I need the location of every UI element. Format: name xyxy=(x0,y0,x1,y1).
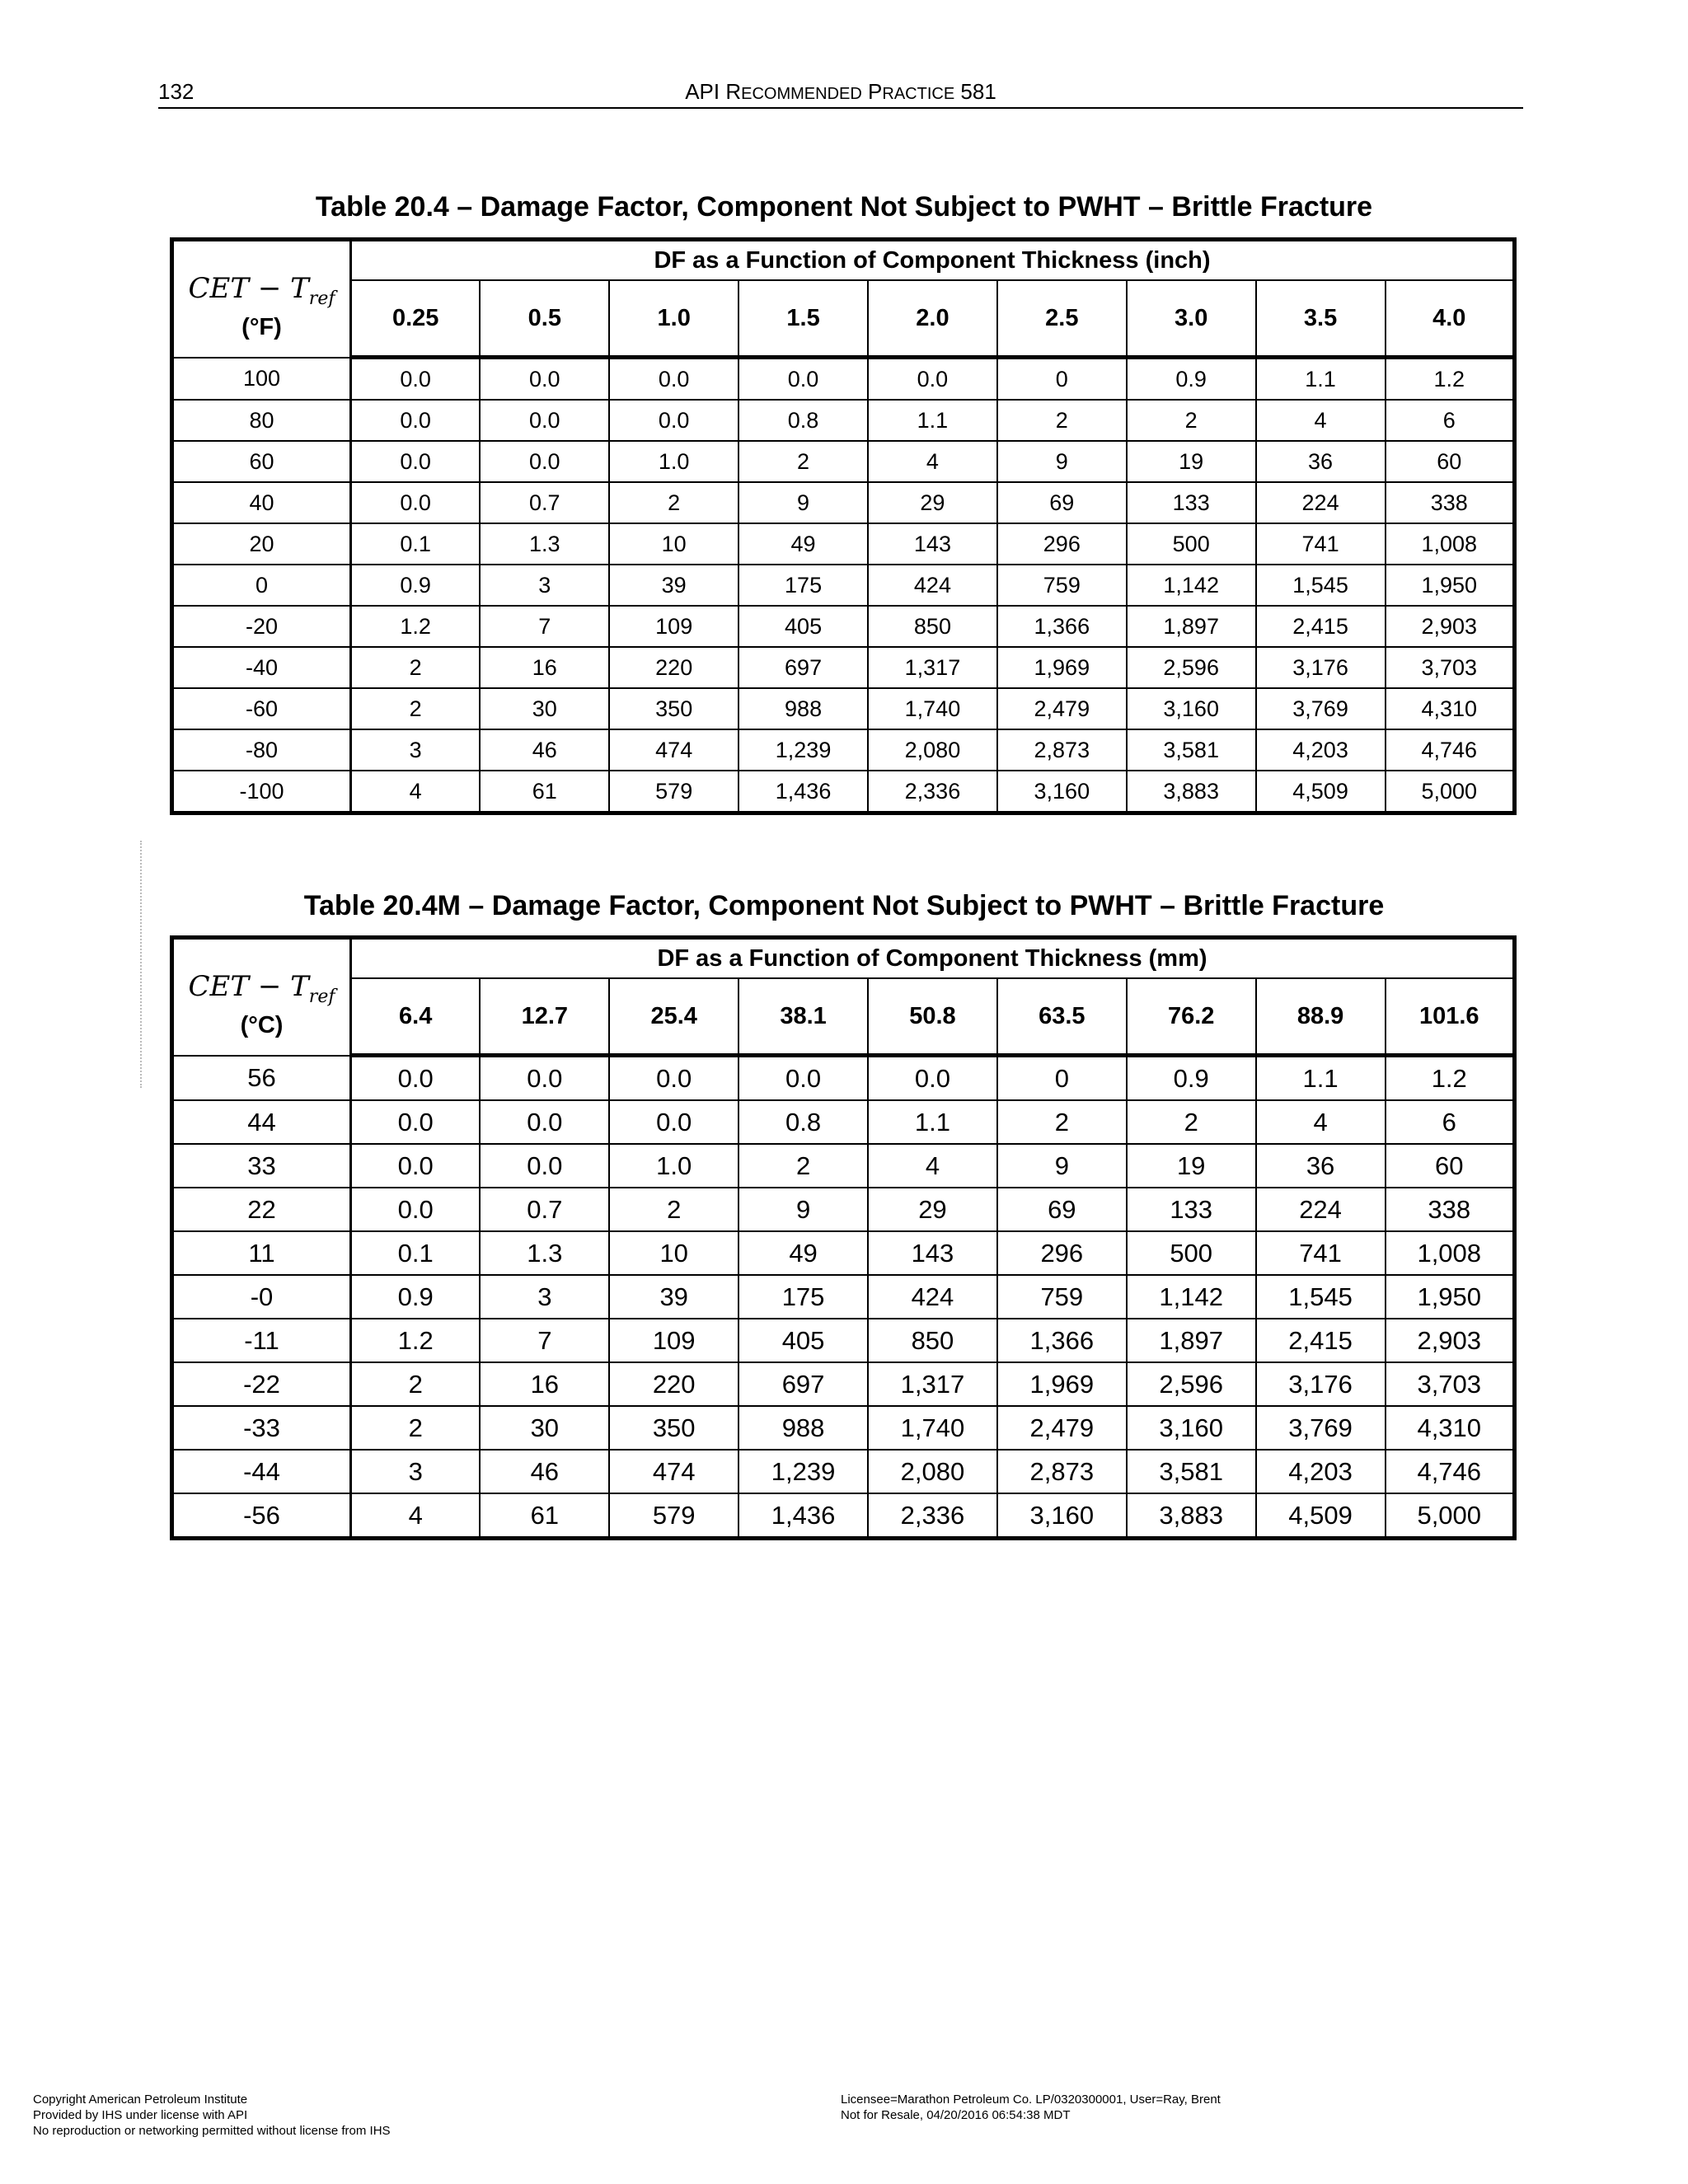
df-value-cell: 4,310 xyxy=(1386,688,1515,729)
df-value-cell: 0.8 xyxy=(738,1100,868,1144)
df-value-cell: 0.0 xyxy=(351,441,481,482)
df-value-cell: 1.3 xyxy=(480,523,609,565)
df-value-cell: 2,479 xyxy=(997,1406,1127,1450)
thickness-header: 0.25 xyxy=(351,280,481,358)
thickness-header: 3.5 xyxy=(1256,280,1386,358)
df-value-cell: 350 xyxy=(609,688,738,729)
footer-line: Copyright American Petroleum Institute xyxy=(33,2093,248,2107)
temperature-cell: 60 xyxy=(172,441,351,482)
df-value-cell: 988 xyxy=(738,688,868,729)
df-value-cell: 0.0 xyxy=(351,482,481,523)
df-value-cell: 0.0 xyxy=(480,1100,609,1144)
df-value-cell: 143 xyxy=(868,1231,997,1275)
df-value-cell: 1,317 xyxy=(868,1362,997,1406)
df-value-cell: 175 xyxy=(738,565,868,606)
df-value-cell: 1,239 xyxy=(738,729,868,771)
df-value-cell: 30 xyxy=(480,1406,609,1450)
temperature-cell: -0 xyxy=(172,1275,351,1319)
df-value-cell: 49 xyxy=(738,1231,868,1275)
df-value-cell: 759 xyxy=(997,565,1127,606)
df-value-cell: 424 xyxy=(868,565,997,606)
df-value-cell: 0.0 xyxy=(351,1056,481,1101)
table-row xyxy=(172,1144,1515,1188)
df-value-cell: 133 xyxy=(1127,1188,1256,1231)
column-header-row xyxy=(172,280,1515,358)
df-value-cell: 1,436 xyxy=(738,771,868,813)
df-value-cell: 2,415 xyxy=(1256,1319,1386,1362)
df-value-cell: 2 xyxy=(997,1100,1127,1144)
df-value-cell: 0.0 xyxy=(480,1144,609,1188)
df-value-cell: 0.0 xyxy=(480,441,609,482)
df-value-cell: 3,769 xyxy=(1256,688,1386,729)
df-value-cell: 6 xyxy=(1386,400,1515,441)
df-value-cell: 1,950 xyxy=(1386,565,1515,606)
df-value-cell: 0.7 xyxy=(480,482,609,523)
df-value-cell: 2 xyxy=(738,441,868,482)
df-value-cell: 4,310 xyxy=(1386,1406,1515,1450)
df-value-cell: 1,317 xyxy=(868,647,997,688)
group-header: DF as a Function of Component Thickness (mm) xyxy=(351,938,1515,979)
df-value-cell: 61 xyxy=(480,771,609,813)
df-value-cell: 29 xyxy=(868,1188,997,1231)
df-value-cell: 424 xyxy=(868,1275,997,1319)
df-value-cell: 1,142 xyxy=(1127,565,1256,606)
df-value-cell: 850 xyxy=(868,1319,997,1362)
df-value-cell: 10 xyxy=(609,1231,738,1275)
df-value-cell: 1,897 xyxy=(1127,606,1256,647)
df-value-cell: 3,581 xyxy=(1127,1450,1256,1493)
df-value-cell: 60 xyxy=(1386,441,1515,482)
df-value-cell: 474 xyxy=(609,1450,738,1493)
df-value-cell: 1,436 xyxy=(738,1493,868,1539)
df-value-cell: 109 xyxy=(609,1319,738,1362)
temperature-cell: 100 xyxy=(172,358,351,401)
df-value-cell: 4,509 xyxy=(1256,1493,1386,1539)
footer-line: Provided by IHS under license with API xyxy=(33,2108,248,2122)
df-value-cell: 1,008 xyxy=(1386,523,1515,565)
table-row xyxy=(172,358,1515,401)
table-row xyxy=(172,441,1515,482)
df-value-cell: 0.0 xyxy=(868,358,997,401)
thickness-header: 0.5 xyxy=(480,280,609,358)
df-value-cell: 0.9 xyxy=(351,565,481,606)
df-value-cell: 474 xyxy=(609,729,738,771)
table-row xyxy=(172,1275,1515,1319)
df-value-cell: 741 xyxy=(1256,523,1386,565)
df-value-cell: 0.0 xyxy=(480,358,609,401)
temperature-cell: 33 xyxy=(172,1144,351,1188)
df-value-cell: 9 xyxy=(997,1144,1127,1188)
table-row xyxy=(172,1362,1515,1406)
df-value-cell: 5,000 xyxy=(1386,1493,1515,1539)
row-header-cell xyxy=(172,938,351,1056)
df-value-cell: 697 xyxy=(738,647,868,688)
df-value-cell: 3,160 xyxy=(997,1493,1127,1539)
df-value-cell: 1,740 xyxy=(868,688,997,729)
damage-factor-table-mm xyxy=(170,935,1517,1540)
df-value-cell: 1,545 xyxy=(1256,1275,1386,1319)
df-value-cell: 220 xyxy=(609,647,738,688)
df-value-cell: 2,415 xyxy=(1256,606,1386,647)
table-row xyxy=(172,523,1515,565)
temperature-cell: -11 xyxy=(172,1319,351,1362)
df-value-cell: 7 xyxy=(480,606,609,647)
temperature-cell: -60 xyxy=(172,688,351,729)
df-value-cell: 3,160 xyxy=(1127,1406,1256,1450)
df-value-cell: 4 xyxy=(868,1144,997,1188)
df-value-cell: 2,596 xyxy=(1127,1362,1256,1406)
df-value-cell: 296 xyxy=(997,1231,1127,1275)
df-value-cell: 1,545 xyxy=(1256,565,1386,606)
table-row xyxy=(172,565,1515,606)
df-value-cell: 3,160 xyxy=(997,771,1127,813)
df-value-cell: 2,080 xyxy=(868,1450,997,1493)
temperature-cell: -20 xyxy=(172,606,351,647)
df-value-cell: 3,769 xyxy=(1256,1406,1386,1450)
df-value-cell: 69 xyxy=(997,482,1127,523)
df-value-cell: 405 xyxy=(738,1319,868,1362)
temperature-cell: 80 xyxy=(172,400,351,441)
temperature-cell: -56 xyxy=(172,1493,351,1539)
df-value-cell: 39 xyxy=(609,565,738,606)
df-value-cell: 2 xyxy=(1127,400,1256,441)
table-row xyxy=(172,647,1515,688)
temperature-cell: -22 xyxy=(172,1362,351,1406)
df-value-cell: 338 xyxy=(1386,482,1515,523)
thickness-header: 1.0 xyxy=(609,280,738,358)
footer-copyright xyxy=(33,2092,391,2139)
table-row xyxy=(172,688,1515,729)
thickness-header: 2.0 xyxy=(868,280,997,358)
df-value-cell: 2,873 xyxy=(997,729,1127,771)
df-value-cell: 9 xyxy=(997,441,1127,482)
temperature-unit: (°F) xyxy=(241,313,282,340)
df-value-cell: 0.9 xyxy=(1127,358,1256,401)
table-row xyxy=(172,1450,1515,1493)
df-value-cell: 1.1 xyxy=(868,1100,997,1144)
df-value-cell: 296 xyxy=(997,523,1127,565)
df-value-cell: 19 xyxy=(1127,1144,1256,1188)
df-value-cell: 3,176 xyxy=(1256,647,1386,688)
df-value-cell: 133 xyxy=(1127,482,1256,523)
df-value-cell: 4,203 xyxy=(1256,729,1386,771)
temperature-cell: 11 xyxy=(172,1231,351,1275)
thickness-header: 101.6 xyxy=(1386,978,1515,1056)
df-value-cell: 405 xyxy=(738,606,868,647)
df-value-cell: 2,080 xyxy=(868,729,997,771)
df-value-cell: 500 xyxy=(1127,1231,1256,1275)
df-value-cell: 69 xyxy=(997,1188,1127,1231)
df-value-cell: 0.1 xyxy=(351,523,481,565)
df-value-cell: 60 xyxy=(1386,1144,1515,1188)
df-value-cell: 1.2 xyxy=(351,1319,481,1362)
table-row xyxy=(172,1406,1515,1450)
df-value-cell: 2 xyxy=(1127,1100,1256,1144)
thickness-header: 4.0 xyxy=(1386,280,1515,358)
df-value-cell: 2,903 xyxy=(1386,606,1515,647)
row-header-cell xyxy=(172,240,351,358)
table-row xyxy=(172,482,1515,523)
df-value-cell: 4,203 xyxy=(1256,1450,1386,1493)
df-value-cell: 16 xyxy=(480,1362,609,1406)
temperature-cell: 56 xyxy=(172,1056,351,1101)
df-value-cell: 3,883 xyxy=(1127,771,1256,813)
page-header xyxy=(158,79,1523,109)
df-value-cell: 4,746 xyxy=(1386,729,1515,771)
df-value-cell: 46 xyxy=(480,729,609,771)
column-header-row xyxy=(172,978,1515,1056)
df-value-cell: 1.2 xyxy=(1386,358,1515,401)
thickness-header: 76.2 xyxy=(1127,978,1256,1056)
df-value-cell: 224 xyxy=(1256,482,1386,523)
df-value-cell: 2 xyxy=(609,1188,738,1231)
df-value-cell: 4 xyxy=(351,771,481,813)
temperature-cell: -40 xyxy=(172,647,351,688)
df-value-cell: 4,746 xyxy=(1386,1450,1515,1493)
df-value-cell: 3 xyxy=(480,1275,609,1319)
df-value-cell: 0 xyxy=(997,358,1127,401)
df-value-cell: 1,950 xyxy=(1386,1275,1515,1319)
df-value-cell: 36 xyxy=(1256,441,1386,482)
df-value-cell: 0.7 xyxy=(480,1188,609,1231)
df-value-cell: 4 xyxy=(351,1493,481,1539)
df-value-cell: 850 xyxy=(868,606,997,647)
df-value-cell: 350 xyxy=(609,1406,738,1450)
df-value-cell: 1.2 xyxy=(351,606,481,647)
table-row xyxy=(172,606,1515,647)
temperature-cell: -80 xyxy=(172,729,351,771)
df-value-cell: 1.0 xyxy=(609,441,738,482)
df-value-cell: 30 xyxy=(480,688,609,729)
df-value-cell: 0.9 xyxy=(351,1275,481,1319)
thickness-header: 1.5 xyxy=(738,280,868,358)
df-value-cell: 3,581 xyxy=(1127,729,1256,771)
group-header: DF as a Function of Component Thickness (inch) xyxy=(351,240,1515,281)
df-value-cell: 741 xyxy=(1256,1231,1386,1275)
df-value-cell: 2,873 xyxy=(997,1450,1127,1493)
df-value-cell: 29 xyxy=(868,482,997,523)
df-value-cell: 4 xyxy=(868,441,997,482)
df-value-cell: 6 xyxy=(1386,1100,1515,1144)
cet-symbol: CET − $T_{ref}$ xyxy=(188,969,335,1007)
df-value-cell: 2 xyxy=(351,1362,481,1406)
df-value-cell: 2,336 xyxy=(868,771,997,813)
df-value-cell: 0.0 xyxy=(351,358,481,401)
temperature-cell: 20 xyxy=(172,523,351,565)
table-title: Table 20.4M – Damage Factor, Component Not Subject to PWHT – Brittle Fracture xyxy=(303,890,1385,921)
df-value-cell: 220 xyxy=(609,1362,738,1406)
df-value-cell: 1,366 xyxy=(997,1319,1127,1362)
footer-line: Licensee=Marathon Petroleum Co. LP/0320300001, User=Ray, Brent xyxy=(841,2093,1221,2107)
df-value-cell: 5,000 xyxy=(1386,771,1515,813)
df-value-cell: 2,479 xyxy=(997,688,1127,729)
df-value-cell: 3,160 xyxy=(1127,688,1256,729)
df-value-cell: 2 xyxy=(738,1144,868,1188)
df-value-cell: 224 xyxy=(1256,1188,1386,1231)
df-value-cell: 0.0 xyxy=(609,1100,738,1144)
running-title: API RECOMMENDED PRACTICE 581 xyxy=(685,79,996,104)
df-value-cell: 61 xyxy=(480,1493,609,1539)
df-value-cell: 1.1 xyxy=(1256,358,1386,401)
df-value-cell: 49 xyxy=(738,523,868,565)
df-value-cell: 3 xyxy=(351,729,481,771)
df-value-cell: 3,703 xyxy=(1386,1362,1515,1406)
df-value-cell: 1,740 xyxy=(868,1406,997,1450)
df-value-cell: 39 xyxy=(609,1275,738,1319)
footer-line: No reproduction or networking permitted without license from IHS xyxy=(33,2124,391,2138)
df-value-cell: 0.0 xyxy=(609,358,738,401)
df-value-cell: 2,903 xyxy=(1386,1319,1515,1362)
df-value-cell: 16 xyxy=(480,647,609,688)
footer-license xyxy=(841,2092,1221,2123)
df-value-cell: 1,897 xyxy=(1127,1319,1256,1362)
temperature-unit: (°C) xyxy=(240,1011,284,1038)
df-value-cell: 7 xyxy=(480,1319,609,1362)
damage-factor-table-inch xyxy=(170,237,1517,815)
df-value-cell: 1,969 xyxy=(997,647,1127,688)
df-value-cell: 9 xyxy=(738,482,868,523)
df-value-cell: 2,336 xyxy=(868,1493,997,1539)
df-value-cell: 1.3 xyxy=(480,1231,609,1275)
df-value-cell: 0.0 xyxy=(351,1188,481,1231)
table-row xyxy=(172,1056,1515,1101)
page-number: 132 xyxy=(158,79,195,104)
temperature-cell: 22 xyxy=(172,1188,351,1231)
df-value-cell: 0.0 xyxy=(738,1056,868,1101)
thickness-header: 3.0 xyxy=(1127,280,1256,358)
df-value-cell: 338 xyxy=(1386,1188,1515,1231)
df-value-cell: 0.9 xyxy=(1127,1056,1256,1101)
df-value-cell: 0 xyxy=(997,1056,1127,1101)
df-value-cell: 3 xyxy=(351,1450,481,1493)
df-value-cell: 1,239 xyxy=(738,1450,868,1493)
temperature-cell: 44 xyxy=(172,1100,351,1144)
thickness-header: 50.8 xyxy=(868,978,997,1056)
df-value-cell: 0.0 xyxy=(351,1144,481,1188)
df-value-cell: 2 xyxy=(609,482,738,523)
df-value-cell: 175 xyxy=(738,1275,868,1319)
table-row xyxy=(172,1100,1515,1144)
df-value-cell: 0.8 xyxy=(738,400,868,441)
df-value-cell: 0.0 xyxy=(609,400,738,441)
df-value-cell: 2,596 xyxy=(1127,647,1256,688)
thickness-header: 88.9 xyxy=(1256,978,1386,1056)
df-value-cell: 9 xyxy=(738,1188,868,1231)
df-value-cell: 759 xyxy=(997,1275,1127,1319)
df-value-cell: 1.2 xyxy=(1386,1056,1515,1101)
thickness-header: 12.7 xyxy=(480,978,609,1056)
df-value-cell: 1.0 xyxy=(609,1144,738,1188)
df-value-cell: 0.0 xyxy=(738,358,868,401)
df-value-cell: 579 xyxy=(609,1493,738,1539)
table-row xyxy=(172,1493,1515,1539)
header-row xyxy=(172,938,1515,979)
df-value-cell: 3,883 xyxy=(1127,1493,1256,1539)
table-row xyxy=(172,1319,1515,1362)
table-row xyxy=(172,1231,1515,1275)
df-value-cell: 143 xyxy=(868,523,997,565)
df-value-cell: 19 xyxy=(1127,441,1256,482)
df-value-cell: 1,366 xyxy=(997,606,1127,647)
header-row xyxy=(172,240,1515,281)
df-value-cell: 0.0 xyxy=(480,1056,609,1101)
df-value-cell: 3 xyxy=(480,565,609,606)
thickness-header: 63.5 xyxy=(997,978,1127,1056)
cet-symbol: CET − $T_{ref}$ xyxy=(188,271,335,309)
table-row xyxy=(172,771,1515,813)
table-title: Table 20.4 – Damage Factor, Component Not Subject to PWHT – Brittle Fracture xyxy=(315,191,1373,223)
table-row xyxy=(172,1188,1515,1231)
thickness-header: 38.1 xyxy=(738,978,868,1056)
temperature-cell: -33 xyxy=(172,1406,351,1450)
df-value-cell: 1.1 xyxy=(868,400,997,441)
df-value-cell: 2 xyxy=(351,647,481,688)
df-value-cell: 2 xyxy=(351,1406,481,1450)
df-value-cell: 4 xyxy=(1256,1100,1386,1144)
df-value-cell: 3,176 xyxy=(1256,1362,1386,1406)
df-value-cell: 36 xyxy=(1256,1144,1386,1188)
df-value-cell: 0.0 xyxy=(609,1056,738,1101)
df-value-cell: 4 xyxy=(1256,400,1386,441)
df-value-cell: 0.0 xyxy=(351,400,481,441)
temperature-cell: -44 xyxy=(172,1450,351,1493)
table-row xyxy=(172,729,1515,771)
df-value-cell: 0.0 xyxy=(351,1100,481,1144)
df-value-cell: 1,008 xyxy=(1386,1231,1515,1275)
footer-line: Not for Resale, 04/20/2016 06:54:38 MDT xyxy=(841,2108,1071,2122)
df-value-cell: 3,703 xyxy=(1386,647,1515,688)
df-value-cell: 4,509 xyxy=(1256,771,1386,813)
df-value-cell: 0.0 xyxy=(868,1056,997,1101)
temperature-cell: 0 xyxy=(172,565,351,606)
table-row xyxy=(172,400,1515,441)
df-value-cell: 2 xyxy=(997,400,1127,441)
df-value-cell: 10 xyxy=(609,523,738,565)
df-value-cell: 1,969 xyxy=(997,1362,1127,1406)
margin-marks xyxy=(140,841,147,1088)
df-value-cell: 0.1 xyxy=(351,1231,481,1275)
df-value-cell: 0.0 xyxy=(480,400,609,441)
temperature-cell: 40 xyxy=(172,482,351,523)
df-value-cell: 109 xyxy=(609,606,738,647)
df-value-cell: 500 xyxy=(1127,523,1256,565)
thickness-header: 25.4 xyxy=(609,978,738,1056)
temperature-cell: -100 xyxy=(172,771,351,813)
df-value-cell: 1,142 xyxy=(1127,1275,1256,1319)
df-value-cell: 46 xyxy=(480,1450,609,1493)
thickness-header: 6.4 xyxy=(351,978,481,1056)
df-value-cell: 988 xyxy=(738,1406,868,1450)
thickness-header: 2.5 xyxy=(997,280,1127,358)
df-value-cell: 1.1 xyxy=(1256,1056,1386,1101)
df-value-cell: 579 xyxy=(609,771,738,813)
df-value-cell: 697 xyxy=(738,1362,868,1406)
df-value-cell: 2 xyxy=(351,688,481,729)
